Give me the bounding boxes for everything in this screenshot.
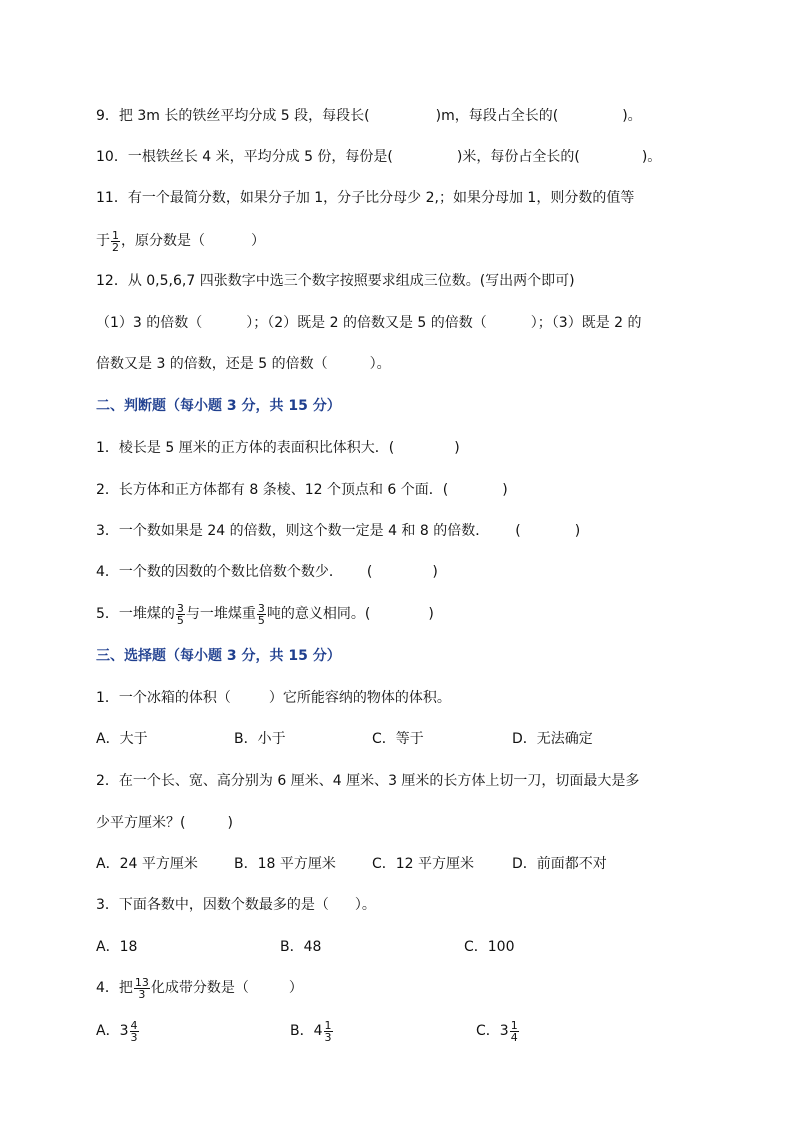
judge-item-4: 4．一个数的因数的个数比倍数个数少． ( ) [96,564,438,580]
judge-item-1: 1．棱长是 5 厘米的正方体的表面积比体积大．( ) [96,440,460,456]
choice-1-option-c[interactable]: C．等于 [372,731,424,747]
section-2-header: 二、判断题（每小题 3 分，共 15 分） [96,398,341,414]
fraction-three-fifths: $\frac{3}{5}$ [257,601,265,627]
mixed-fraction: $\frac{4}{3}$ [130,1018,138,1044]
judge-item-2: 2．长方体和正方体都有 8 条棱、12 个顶点和 6 个面．( ) [96,482,508,498]
choice-4-option-c[interactable]: C．3 $\frac{1}{4}$ [476,1018,518,1044]
choice-question-2-line2: 少平方厘米？( ) [96,815,233,831]
choice-2-option-d[interactable]: D．前面都不对 [512,856,607,872]
fraction-thirteen-thirds: $\frac{13}{3}$ [134,975,149,1001]
choice-4-option-b[interactable]: B．4 $\frac{1}{3}$ [290,1018,332,1044]
mixed-fraction: $\frac{1}{4}$ [510,1018,518,1044]
choice-1-option-d[interactable]: D．无法确定 [512,731,593,747]
choice-question-3: 3．下面各数中，因数个数最多的是（ ）。 [96,897,376,913]
choice-3-option-b[interactable]: B．48 [280,939,322,955]
question-9: 9．把 3m 长的铁丝平均分成 5 段，每段长( )m，每段占全长的( )。 [96,108,642,124]
question-12-line2: （1）3 的倍数（ ）；（2）既是 2 的倍数又是 5 的倍数（ ）；（3）既是 2 的 [96,315,642,331]
choice-question-1: 1．一个冰箱的体积（ ）它所能容纳的物体的体积。 [96,690,451,706]
choice-question-2-line1: 2．在一个长、宽、高分别为 6 厘米、4 厘米、3 厘米的长方体上切一刀，切面最大是多 [96,773,640,789]
question-11-line1: 11．有一个最简分数，如果分子加 1，分子比分母少 2,；如果分母加 1，则分数的值等 [96,190,635,206]
choice-4-option-a[interactable]: A．3 $\frac{4}{3}$ [96,1018,138,1044]
question-10: 10．一根铁丝长 4 米，平均分成 5 份，每份是( )米，每份占全长的( )。 [96,149,662,165]
choice-2-option-b[interactable]: B．18 平方厘米 [234,856,336,872]
fraction-one-half: $\frac{1}{2}$ [112,228,119,254]
choice-1-option-b[interactable]: B．小于 [234,731,286,747]
mixed-fraction: $\frac{1}{3}$ [324,1018,332,1044]
choice-2-option-a[interactable]: A．24 平方厘米 [96,856,198,872]
choice-3-option-c[interactable]: C．100 [464,939,515,955]
question-11-line2: 于 $\frac{1}{2}$ ，原分数是（ ） [96,228,265,254]
choice-1-option-a[interactable]: A．大于 [96,731,148,747]
section-3-header: 三、选择题（每小题 3 分，共 15 分） [96,648,341,664]
judge-item-5: 5．一堆煤的 $\frac{3}{5}$ 与一堆煤重 $\frac{3}{5}$ 吨的意义相同。( ) [96,601,434,627]
question-12-line3: 倍数又是 3 的倍数，还是 5 的倍数（ ）。 [96,356,391,372]
question-12-line1: 12．从 0,5,6,7 四张数字中选三个数字按照要求组成三位数。(写出两个即可) [96,273,575,289]
choice-question-4: 4．把 $\frac{13}{3}$ 化成带分数是（ ） [96,975,303,1001]
choice-3-option-a[interactable]: A．18 [96,939,138,955]
choice-2-option-c[interactable]: C．12 平方厘米 [372,856,475,872]
judge-item-3: 3．一个数如果是 24 的倍数，则这个数一定是 4 和 8 的倍数． ( ) [96,523,581,539]
fraction-three-fifths: $\frac{3}{5}$ [176,601,184,627]
